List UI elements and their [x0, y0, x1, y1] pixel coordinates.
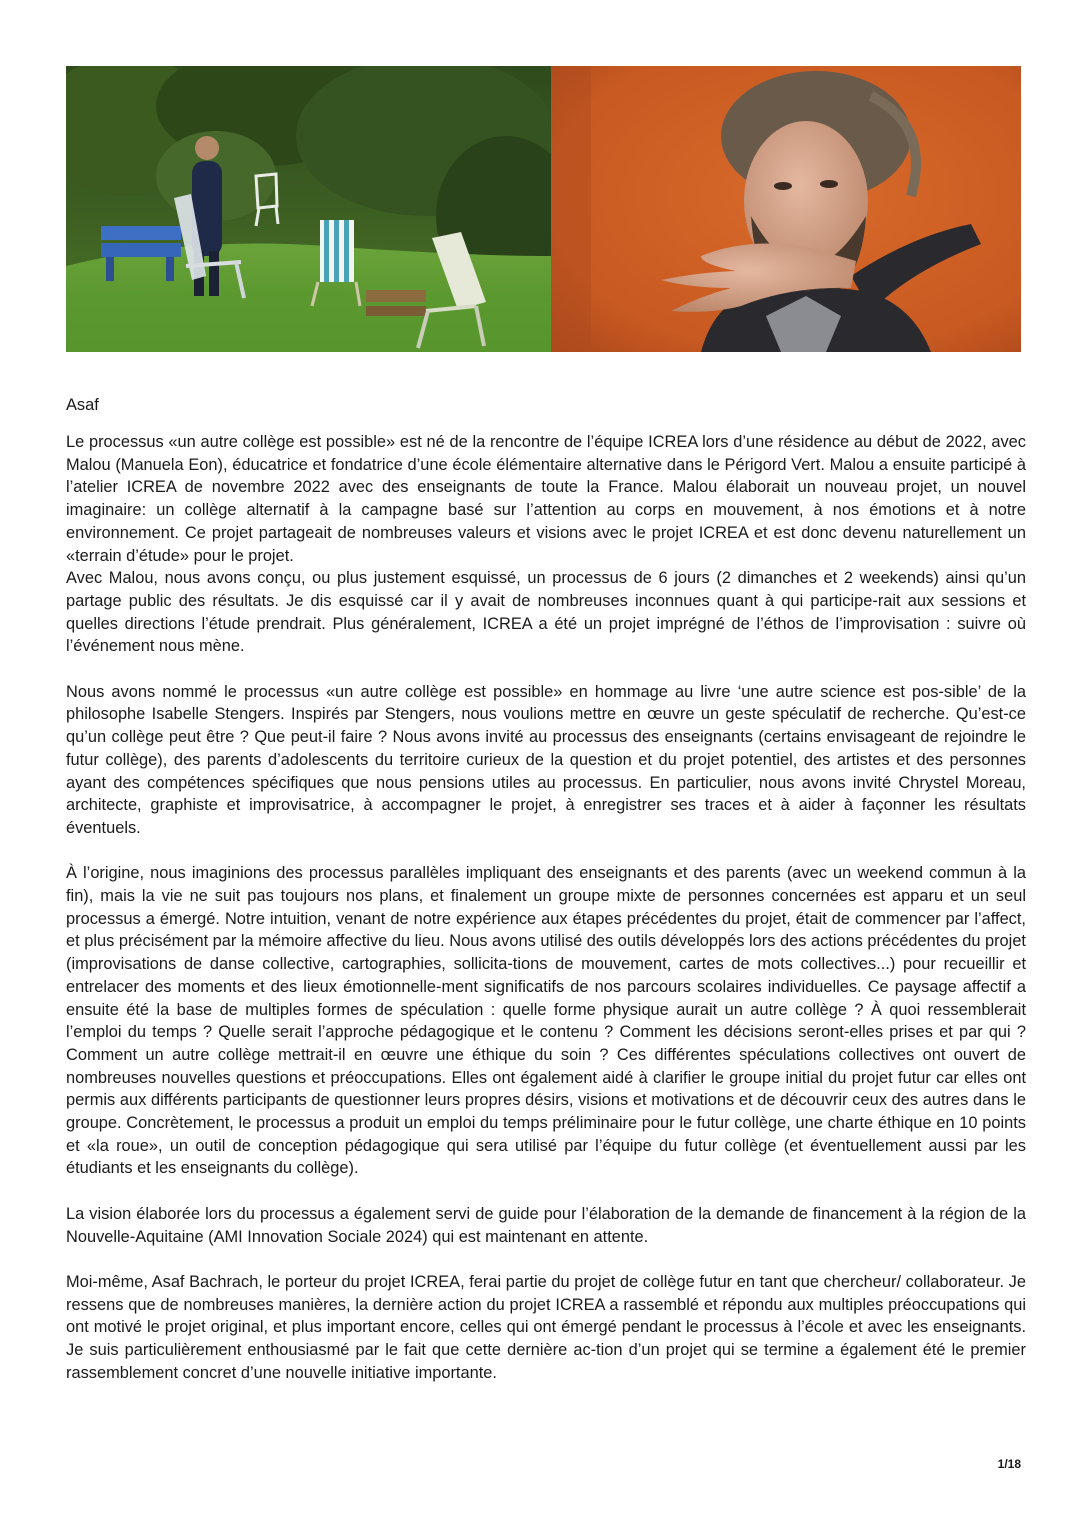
page-number: 1/18 — [997, 1457, 1021, 1471]
article-body — [66, 431, 1026, 1407]
paragraph: À l’origine, nous imaginions des processus parallèles impliquant des enseignants et des parents (avec un weekend commun à la fin), mais la vie ne suit pas toujours nos plans, et finalement un groupe mixte de personnes concernées est apparu et un seul processus a émergé. Notre intuition, venant de notre expérience aux étapes précédentes du projet, était de commencer par l’affect, et plus précisément par la mémoire affective du lieu. Nous avons utilisé des outils développés lors des actions précédentes du projet (improvisations de danse collective, cartographies, sollicita-tions de mouvement, cartes de mots collectives...) pour recueillir et entrelacer des moments et des lieux émotionnelle-ment significatifs de nos parcours scolaires individuelles. Ce paysage affectif a ensuite été la base de multiples formes de spéculation : quelle forme physique aurait un autre collège ? À quoi ressemblerait l’emploi du temps ? Quelle serait l’approche pédagogique et le contenu ? Comment les décisions seront-elles prises et par qui ? Comment un autre collège mettrait-il en œuvre une éthique du soin ? Ces différentes spéculations collectives ont ouvert de nombreuses nouvelles questions et préoccupations. Elles ont également aidé à clarifier le groupe initial du projet futur car elles ont permis aux différents participants de questionner leurs propres désirs, visions et motivations et de découvrir ceux des autres dans le groupe. Concrètement, le processus a produit un emploi du temps préliminaire pour le futur collège, une charte éthique en 10 points et «la roue», un outil de conception pédagogique qui sera utilisé par l’équipe du futur collège (et éventuellement aussi par les étudiants et les enseignants du collège). — [66, 864, 1026, 1178]
photo-strip — [66, 66, 1021, 352]
paragraph: La vision élaborée lors du processus a également servi de guide pour l’élaboration de la demande de financement à la région de la Nouvelle-Aquitaine (AMI Innovation Sociale 2024) qui est maintenant en attente. — [66, 1204, 1026, 1246]
author-name: Asaf — [66, 396, 99, 414]
paragraph: Avec Malou, nous avons conçu, ou plus justement esquissé, un processus de 6 jours (2 dimanches et 2 weekends) ainsi qu’un partage public des résultats. Je dis esquissé car il y avait de nombreuses inconnues quant à qui participe-rait aux sessions et quelles directions l’étude prendrait. Plus généralement, ICREA a été un projet imprégné de l’éthos de l’improvisation : suivre où l’événement nous mène. — [66, 569, 1026, 656]
garden-photo — [66, 66, 551, 352]
portrait-photo — [551, 66, 1021, 352]
paragraph: Le processus «un autre collège est possible» est né de la rencontre de l’équipe ICREA lors d’une résidence au début de 2022, avec Malou (Manuela Eon), éducatrice et fondatrice d’une école élémentaire alternative dans le Périgord Vert. Malou a ensuite participé à l’atelier ICREA de novembre 2022 avec des enseignants de toute la France. Malou élaborait un nouveau projet, un nouvel imaginaire: un collège alternatif à la campagne basé sur l’attention au corps en mouvement, à nos émotions et à notre environnement. Ce projet partageait de nombreuses valeurs et visions avec le projet ICREA et est donc devenu naturellement un «terrain d’étude» pour le projet. — [66, 433, 1026, 565]
paragraph: Moi-même, Asaf Bachrach, le porteur du projet ICREA, ferai partie du projet de collège futur en tant que chercheur/ collaborateur. Je ressens que de nombreuses manières, la dernière action du projet ICREA a rassemblé et répondu aux multiples préoccupations qui ont motivé le projet original, et plus important encore, celles qui ont émergé pendant le processus à l’école et avec les enseignants. Je suis particulièrement enthousiasmé par le fait que cette dernière ac-tion d’un projet qui se termine a également été le premier rassemblement concret d’une nouvelle initiative importante. — [66, 1272, 1026, 1382]
paragraph: Nous avons nommé le processus «un autre collège est possible» en hommage au livre ‘une autre science est pos-sible’ de la philosophe Isabelle Stengers. Inspirés par Stengers, nous voulions mettre en œuvre un geste spéculatif de recherche. Qu’est-ce qu’un collège peut être ? Que peut-il faire ? Nous avons invité au processus des enseignants (certains envisageant de rejoindre le futur collège), des parents d’adolescents du territoire curieux de la question et du projet potentiel, des artistes et des personnes ayant des compétences spécifiques que nous pensions utiles au processus. En particulier, nous avons invité Chrystel Moreau, architecte, graphiste et improvisatrice, à accompagner le projet, à enregistrer ses traces et à aider à façonner les résultats éventuels. — [66, 682, 1026, 837]
